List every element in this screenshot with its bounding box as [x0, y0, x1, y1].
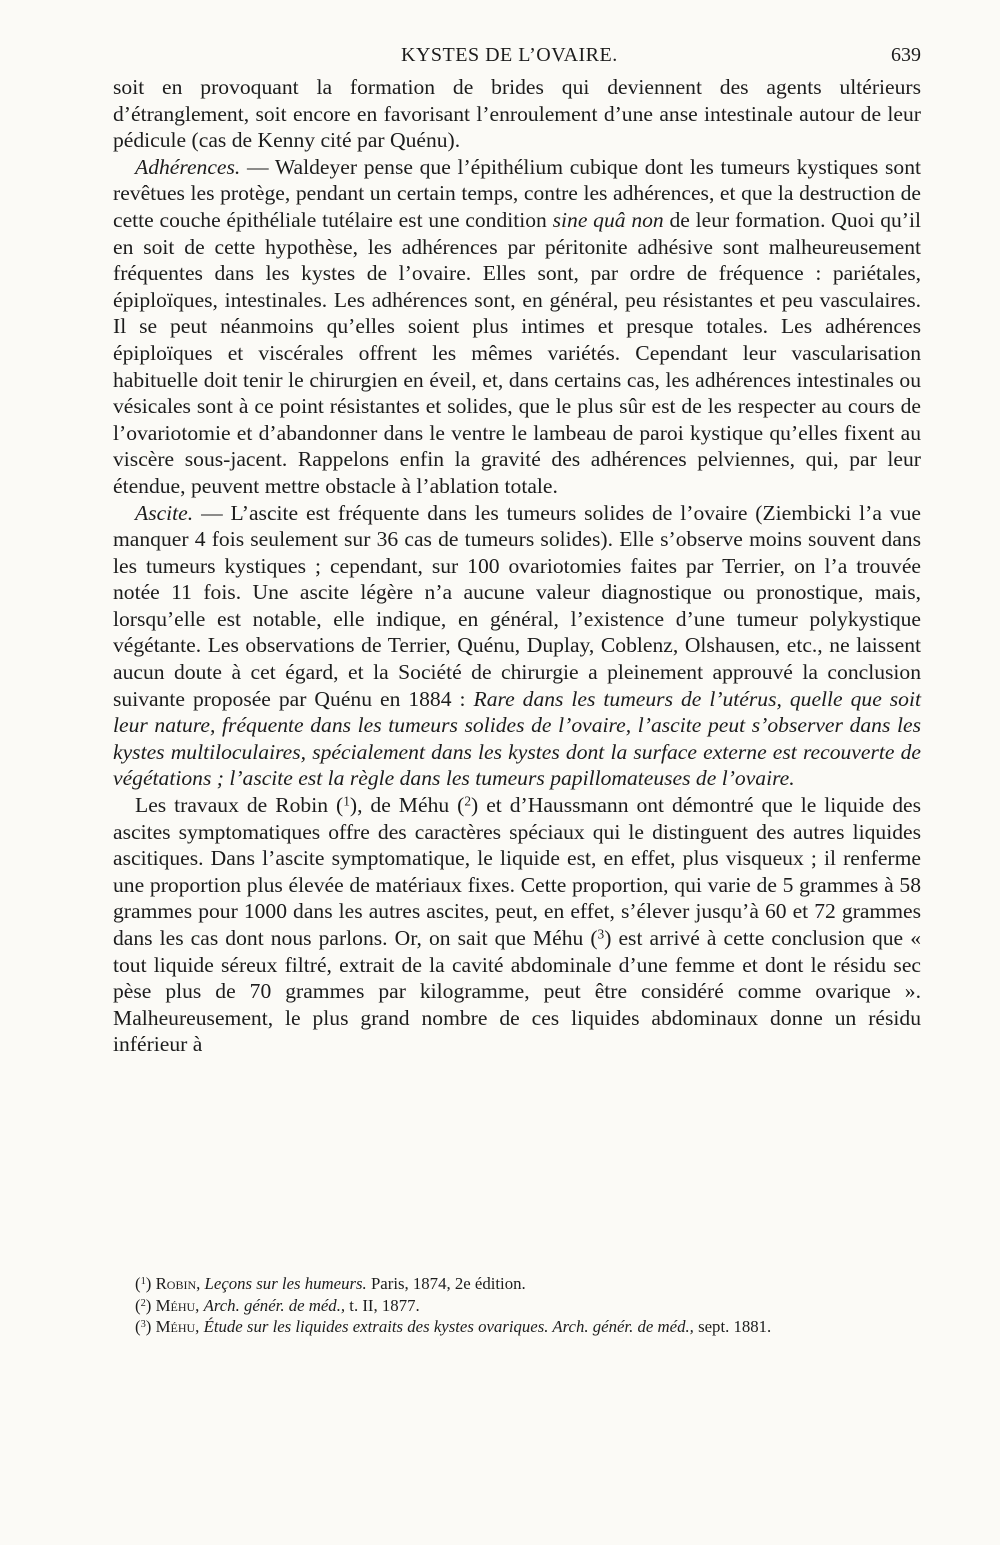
footnotes — [113, 1273, 921, 1338]
footnote: ($^2$) Méhu, Arch. génér. de méd., t. II, 1877. — [135, 1295, 420, 1315]
section-heading-ascite: Ascite. — [135, 500, 194, 525]
italic-phrase: sine quâ non — [552, 207, 664, 232]
footnote-author: Méhu, — [155, 1295, 200, 1315]
footnote-title: Étude sur les liquides extraits des kystes ovariques. Arch. génér. de méd., — [203, 1317, 694, 1336]
page — [113, 38, 921, 1058]
footnote: ($^1$) Robin, Leçons sur les humeurs. Paris, 1874, 2e édition. — [135, 1274, 526, 1293]
italic-conclusion: Rare dans les tumeurs de l’utérus, quelle que soit leur nature, fréquente dans les tumeurs solides de l’ovaire, l’ascite peut s’observer dans les kystes multiloculaires, spécialement dans les kystes dont la surface externe est recouverte de végétations ; l’ascite est la règle dans les tumeurs papillomateuses de l’ovaire. — [113, 686, 921, 791]
footnote-author: Robin, — [155, 1274, 201, 1293]
paragraph-travaux — [113, 792, 921, 1058]
paragraph-text: Les travaux de Robin ( — [135, 793, 344, 818]
paragraph-text: — L’ascite est fréquente dans les tumeurs solides de l’ovaire (Ziembicki l’a vue manquer 4 fois seulement sur 36 cas de tumeurs solides). Elle s’observe moins souvent dans les tumeurs kystiques ; cependant, sur 100 ovariotomies faites par Terrier, on l’a trouvée notée 11 fois. Une ascite légère n’a aucune valeur diagnostique ou pronostique, mais, lorsqu’elle est notable, elle indique, en général, l’existence d’une tumeur polykystique végétante. Les observations de Terrier, Quénu, Duplay, Coblenz, Olshausen, etc., ne laissent aucun doute à cet égard, et la Société de chirurgie a pleinement approuvé la conclusion suivante proposée par Quénu en 1884 : — [113, 500, 921, 711]
footnote-title: Leçons sur les humeurs. — [204, 1274, 367, 1293]
section-heading-adherences: Adhérences. — [135, 154, 241, 179]
footnote: ($^3$) Méhu, Étude sur les liquides extraits des kystes ovariques. Arch. génér. de méd., sept. 1881. — [135, 1317, 772, 1336]
page-number: 639 — [891, 44, 921, 66]
paragraph-text: ) et d’Haussmann ont démontré que le liquide des ascites symptomatiques offre des caractères spéciaux qui le distinguent des autres liquides ascitiques. Dans l’ascite symptomatique, le liquide est, en effet, plus visqueux ; il renferme une proportion plus élevée de matériaux fixes. Cette proportion, qui varie de 5 grammes à 58 grammes pour 1000 dans les autres ascites, peut, en effet, s’élever jusqu’à 60 et 72 grammes dans les cas dont nous parlons. Or, on sait que Méhu ( — [113, 793, 921, 950]
footnote-ref[interactable]: 3 — [597, 926, 605, 942]
footnote-rest: Paris, 1874, 2e édition. — [366, 1274, 526, 1293]
paragraph-text: de leur formation. Quoi qu’il en soit de cette hypothèse, les adhérences par péritonite adhésive sont malheureusement fréquentes dans les kystes de l’ovaire. Elles sont, par ordre de fréquence : pariétales, épiploïques, intestinales. Les adhérences sont, en général, peu résistantes et peu vasculaires. Il se peut néanmoins qu’elles soient plus intimes et presque totales. Les adhérences épiploïques et viscérales offrent les mêmes variétés. Cependant leur vascularisation habituelle doit tenir le chirurgien en éveil, et, dans certains cas, les adhérences intestinales ou vésicales sont à ce point résistantes et solides, que le plus sûr est de les respecter au cours de l’ovariotomie et d’abandonner dans le ventre le lambeau de paroi kystique qu’elles fixent au viscère sous-jacent. Rappelons enfin la gravité des adhérences pelviennes, qui, par leur étendue, peuvent mettre obstacle à l’ablation totale. — [113, 207, 921, 498]
footnote-mark: 2 — [140, 1297, 146, 1309]
paragraph-ascite — [113, 500, 921, 793]
footnote-mark: 3 — [140, 1318, 146, 1330]
footnote-author: Méhu, — [155, 1317, 200, 1336]
footnote-rest: sept. 1881. — [693, 1317, 772, 1336]
paragraph-continuation — [113, 74, 921, 154]
footnote-mark: 1 — [140, 1275, 146, 1287]
body-text — [113, 74, 921, 1058]
running-title: KYSTES DE L’OVAIRE. — [401, 44, 618, 66]
running-head — [113, 38, 921, 66]
paragraph-text: ) est arrivé à cette conclusion que « tout liquide séreux filtré, extrait de la cavité abdominale d’une femme et dont le résidu sec pèse plus de 70 grammes par kilogramme, peut être considéré comme ovarique ». Malheureusement, le plus grand nombre de ces liquides abdominaux donne un résidu inférieur à — [113, 926, 921, 1057]
footnote-ref[interactable]: 2 — [464, 793, 472, 809]
footnote-rest: t. II, 1877. — [345, 1295, 420, 1315]
paragraph-text: soit en provoquant la formation de brides qui deviennent des agents ultérieurs d’étranglement, soit encore en favorisant l’enroulement d’une anse intestinale autour de leur pédicule (cas de Kenny cité par Quénu). — [113, 75, 921, 153]
paragraph-adherences — [113, 154, 921, 500]
paragraph-text: ), de Méhu ( — [349, 793, 465, 818]
footnote-title: Arch. génér. de méd., — [203, 1295, 346, 1315]
footnote-ref[interactable]: 1 — [343, 793, 350, 809]
paragraph-text: — Waldeyer pense que l’épithélium cubique dont les tumeurs kystiques sont revêtues les protège, pendant un certain temps, contre les adhérences, et que la destruction de cette couche épithéliale tutélaire est une condition — [113, 154, 921, 232]
